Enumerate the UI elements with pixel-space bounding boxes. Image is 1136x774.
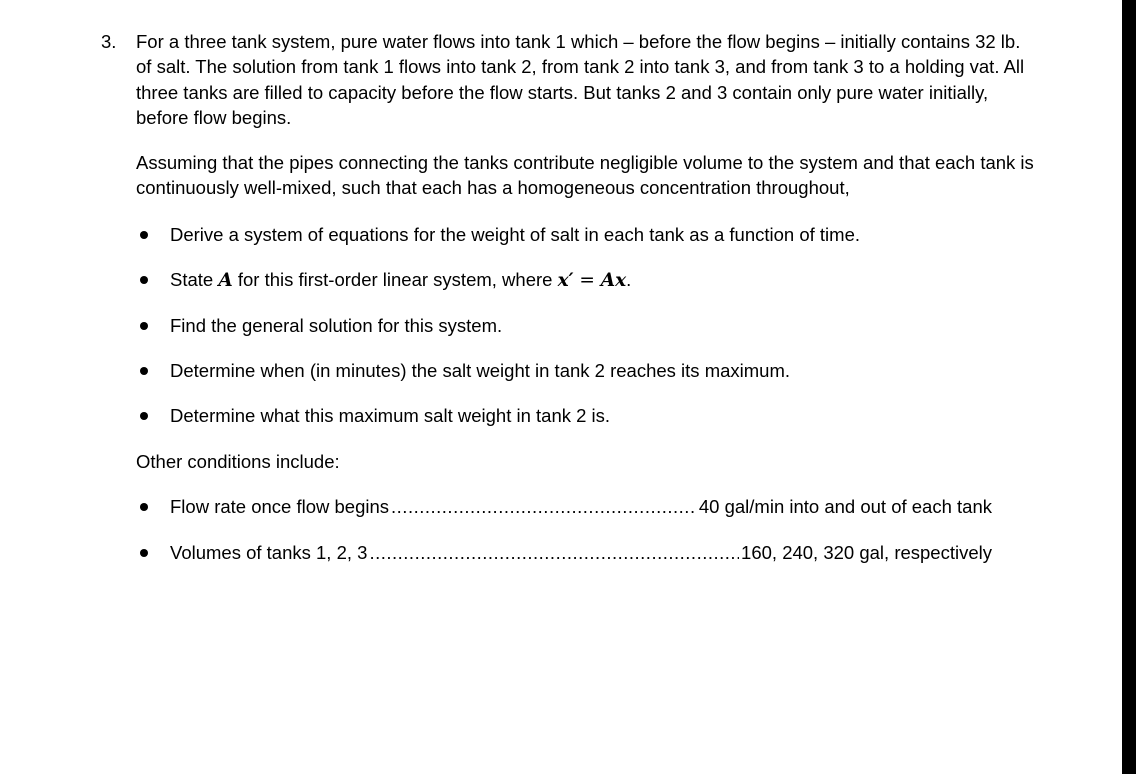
- task-item: Find the general solution for this system.: [170, 315, 503, 336]
- condition-label: Flow rate once flow begins: [170, 496, 390, 517]
- dot-leader: [391, 494, 697, 519]
- condition-label: Volumes of tanks 1, 2, 3: [170, 542, 368, 563]
- task-item: Derive a system of equations for the weight of salt in each tank as a function of time.: [170, 224, 861, 245]
- page-edge-bar: [1122, 0, 1136, 774]
- equation-rhs: Ax: [600, 270, 627, 291]
- problem-number: 3.: [101, 31, 117, 52]
- bullet-icon: [140, 231, 148, 239]
- bullet-icon: [140, 276, 148, 284]
- task-text: for this first-order linear system, where: [232, 269, 558, 290]
- problem-assumption: Assuming that the pipes connecting the tanks contribute negligible volume to the system and that each tank is continuously well-mixed, such that each has a homogeneous concentration throughout,: [136, 152, 1034, 199]
- condition-value: 40 gal/min into and out of each tank: [698, 496, 992, 517]
- task-text: State: [170, 269, 219, 290]
- matrix-symbol: A: [218, 270, 233, 291]
- bullet-icon: [140, 322, 148, 330]
- condition-row: [170, 494, 992, 519]
- bullet-icon: [140, 412, 148, 420]
- task-item-state-a: [170, 267, 631, 293]
- conditions-heading: Other conditions include:: [136, 451, 340, 472]
- bullet-icon: [140, 503, 148, 511]
- bullet-icon: [140, 367, 148, 375]
- dot-leader: [369, 540, 739, 565]
- task-item: Determine when (in minutes) the salt weight in tank 2 reaches its maximum.: [170, 360, 791, 381]
- task-text: .: [626, 269, 632, 290]
- condition-row: [170, 540, 992, 565]
- bullet-icon: [140, 549, 148, 557]
- equation-equals: =: [573, 270, 601, 291]
- condition-value: 160, 240, 320 gal, respectively: [741, 542, 992, 563]
- task-item: Determine what this maximum salt weight in tank 2 is.: [170, 405, 611, 426]
- equation-lhs: x′: [557, 270, 574, 291]
- problem-intro: For a three tank system, pure water flows into tank 1 which – before the flow begins – initially contains 32 lb. of salt. The solution from tank 1 flows into tank 2, from tank 2 into tank 3, and from tank 3 to a holding vat. All three tanks are filled to capacity before the flow starts. But tanks 2 and 3 contain only pure water initially, before flow begins.: [136, 31, 1025, 128]
